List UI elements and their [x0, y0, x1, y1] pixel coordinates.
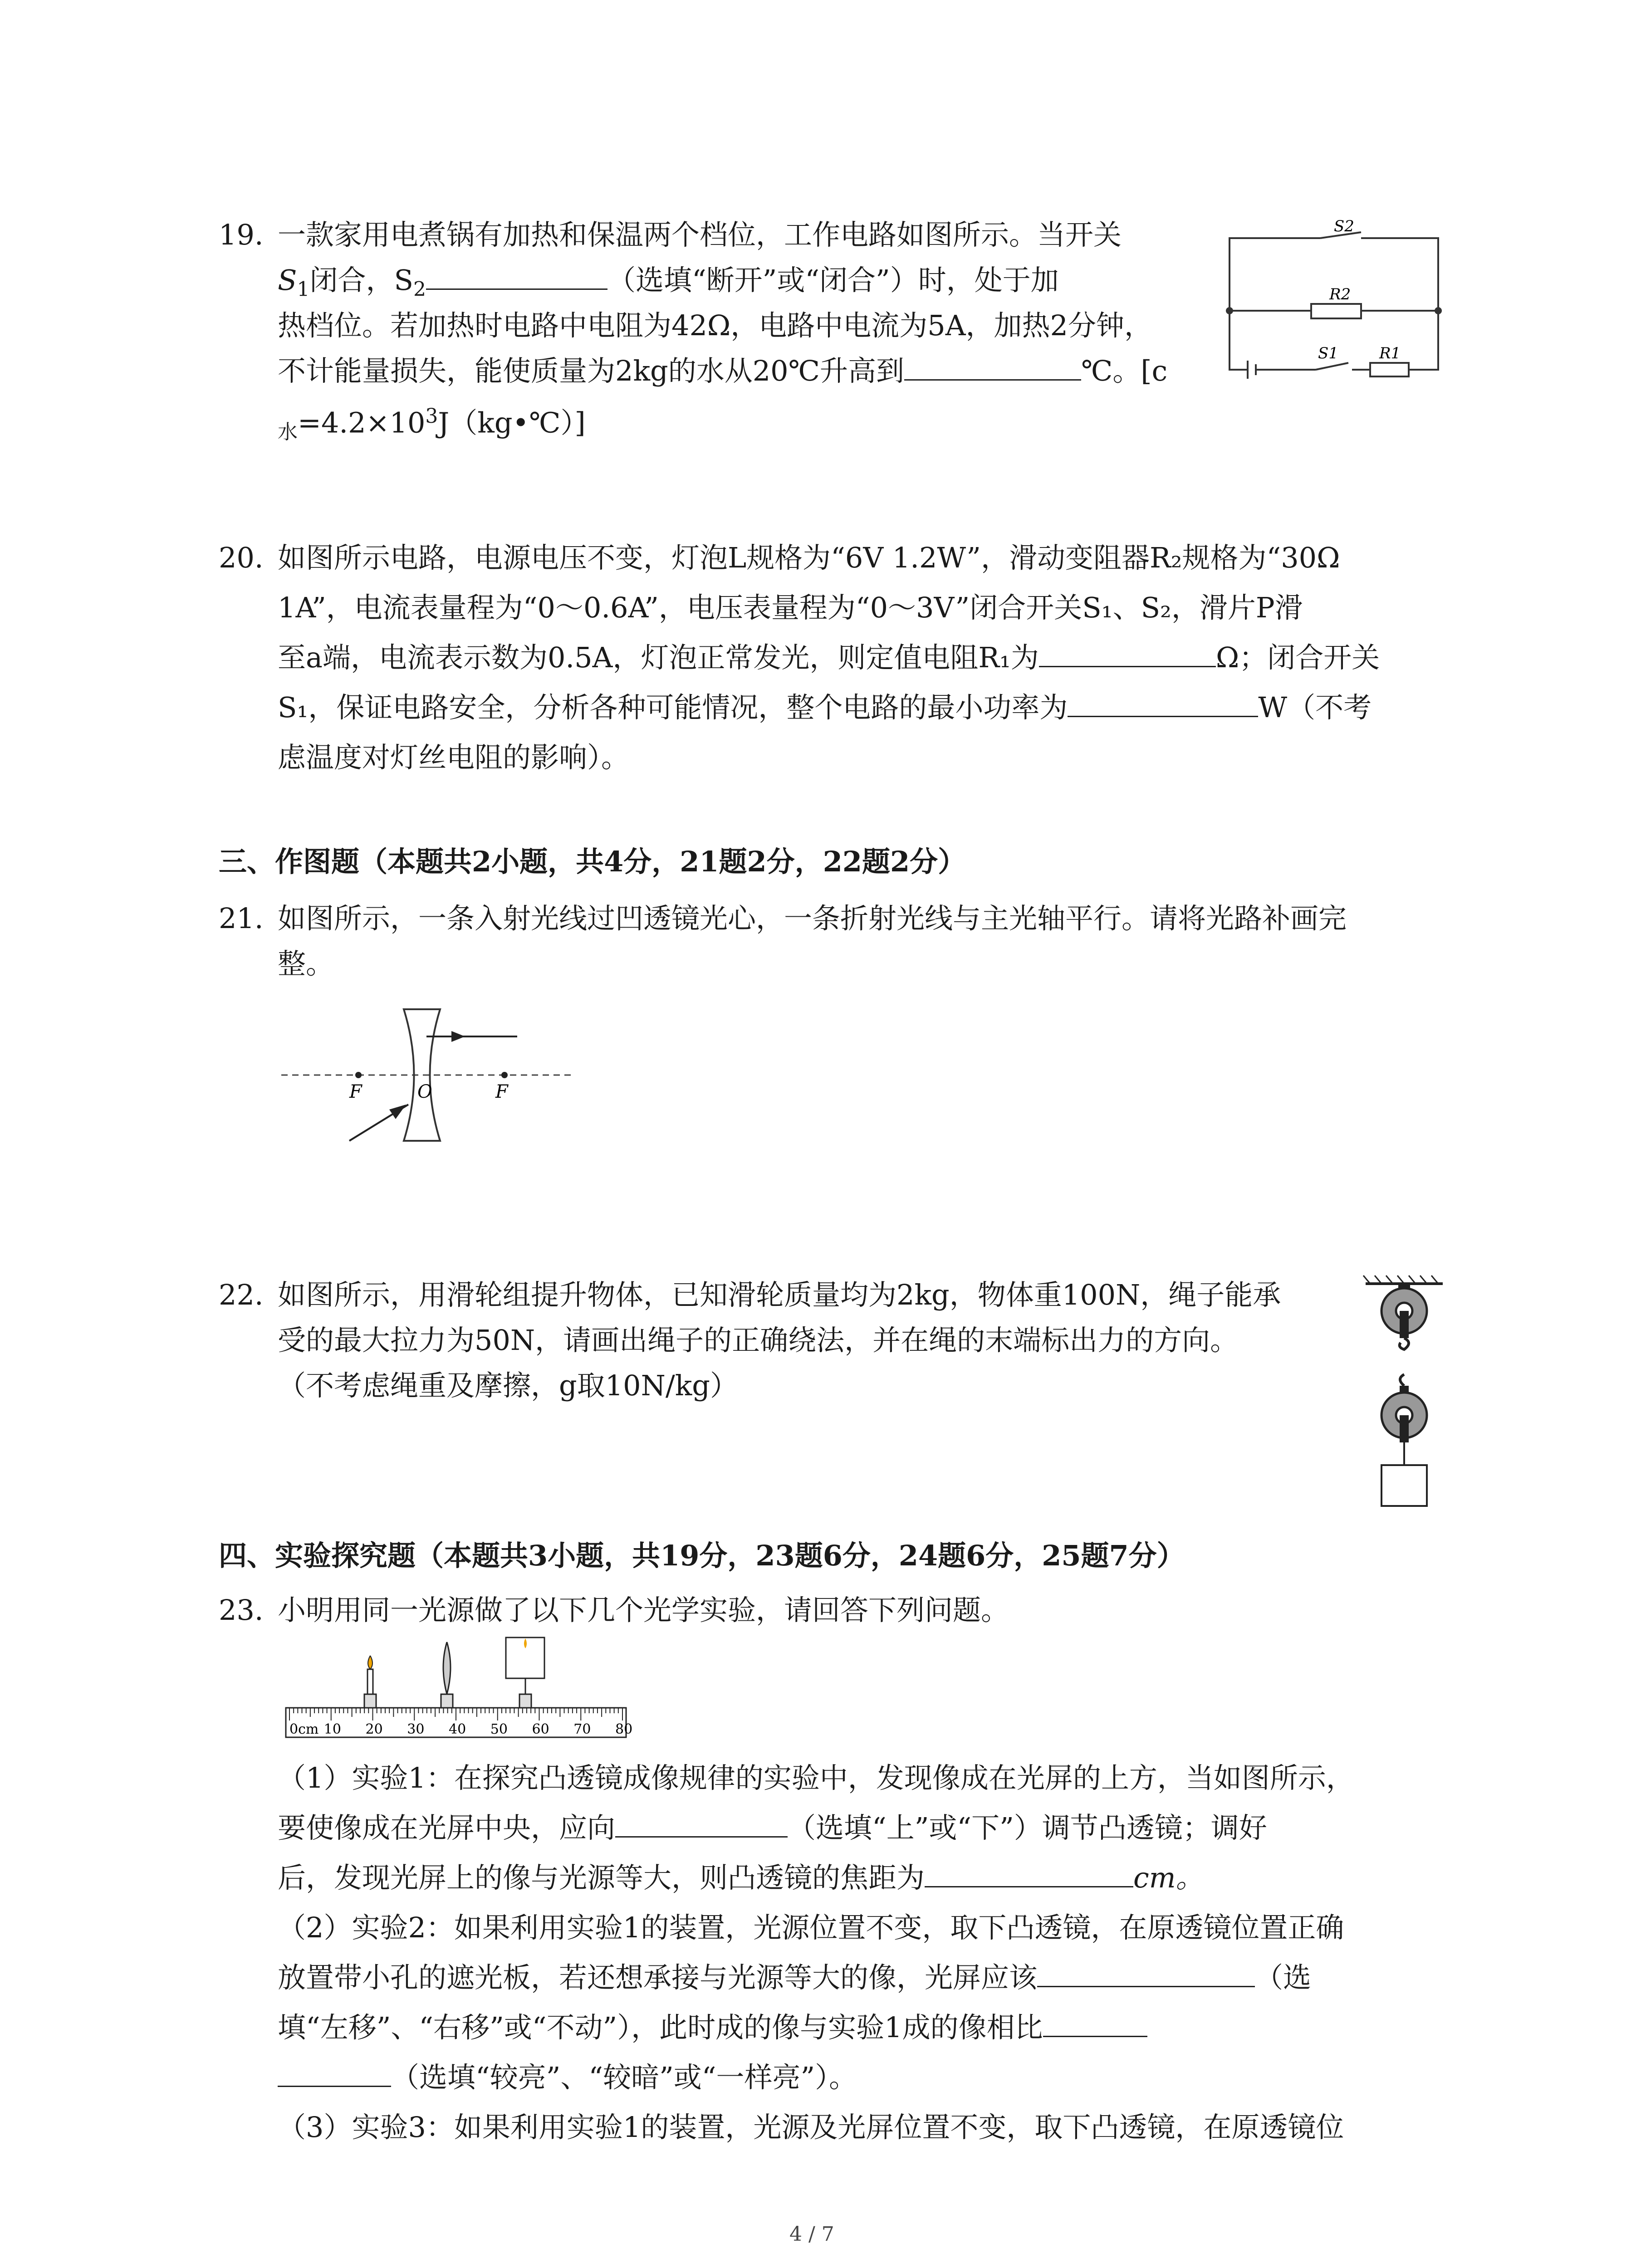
- q19-line5: $_水=4.2\times 10^3J(kg•℃)$]: [278, 405, 586, 444]
- ruler-label: 60: [532, 1721, 549, 1737]
- q23-part3-line1: （3）实验3：如果利用实验1的装置，光源及光屏位置不变，取下凸透镜，在原透镜位: [278, 2111, 1344, 2144]
- q23-blank-brightness-a[interactable]: [1043, 2009, 1147, 2037]
- q23-blank-brightness-b[interactable]: [278, 2059, 391, 2087]
- q19-label-r2: R2: [1329, 285, 1351, 303]
- q19-blank-temp[interactable]: [904, 353, 1081, 381]
- q20-line5: 虑温度对灯丝电阻的影响）。: [278, 741, 630, 774]
- q21-number: 21.: [219, 902, 264, 935]
- q22-line1: 如图所示，用滑轮组提升物体，已知滑轮质量均为2kg，物体重100N，绳子能承: [278, 1278, 1281, 1311]
- q21-label-f-right: F: [495, 1081, 508, 1102]
- q20-line4: S₁，保证电路安全，分析各种可能情况，整个电路的最小功率为 W（不考: [278, 689, 1372, 726]
- ruler-label: 40: [449, 1721, 466, 1737]
- q22-line3: （不考虑绳重及摩擦，g取10N/kg）: [278, 1369, 738, 1402]
- q20-line3: 至a端，电流表示数为0.5A，灯泡正常发光，则定值电阻R₁为 Ω；闭合开关: [278, 640, 1380, 676]
- q19-line4: 不计能量损失，能使质量为2kg的水从20℃升高到 ℃。[c: [278, 353, 1167, 389]
- section4-heading: 四、实验探究题（本题共3小题，共19分，23题6分，24题6分，25题7分）: [219, 1539, 1185, 1572]
- q22-line2: 受的最大拉力为50N，请画出绳子的正确绕法，并在绳的末端标出力的方向。: [278, 1324, 1239, 1357]
- q23-part1-line2: 要使像成在光屏中央，应向 （选填“上”或“下”）调节凸透镜；调好: [278, 1810, 1267, 1846]
- q19-line3: 热档位。若加热时电路中电阻为42Ω，电路中电流为5A，加热2分钟，: [278, 309, 1152, 342]
- q23-part2-line3: 填“左移”、“右移”或“不动”），此时成的像与实验1成的像相比: [278, 2009, 1147, 2046]
- q21-concave-lens-diagram: [272, 984, 590, 1166]
- q19-number: 19.: [219, 218, 264, 251]
- q20-number: 20.: [219, 541, 264, 574]
- q23-blank-screen-move[interactable]: [1037, 1960, 1255, 1987]
- ruler-label: 70: [573, 1721, 591, 1737]
- q23-intro: 小明用同一光源做了以下几个光学实验，请回答下列问题。: [278, 1593, 1009, 1627]
- q23-optical-bench-diagram: [277, 1628, 635, 1746]
- page-number: 4 / 7: [789, 2223, 834, 2246]
- q23-part1-line1: （1）实验1：在探究凸透镜成像规律的实验中，发现像成在光屏的上方，当如图所示，: [278, 1761, 1354, 1794]
- q19-blank-s2[interactable]: [426, 262, 607, 290]
- ruler-label: 50: [490, 1721, 508, 1737]
- q23-part2-line4: （选填“较亮”、“较暗”或“一样亮”）。: [278, 2059, 857, 2096]
- q23-blank-direction[interactable]: [615, 1810, 788, 1838]
- q20-line2: 1A”，电流表量程为“0～0.6A”，电压表量程为“0～3V”闭合开关S₁、S₂，滑片P滑: [278, 591, 1303, 624]
- q20-line1: 如图所示电路，电源电压不变，灯泡L规格为“6V 1.2W”，滑动变阻器R₂规格为“30Ω: [278, 541, 1340, 574]
- ruler-label: 30: [407, 1721, 425, 1737]
- ruler-label: 20: [365, 1721, 383, 1737]
- ruler-label: 10: [323, 1721, 341, 1737]
- q23-part2-line1: （2）实验2：如果利用实验1的装置，光源位置不变，取下凸透镜，在原透镜位置正确: [278, 1911, 1344, 1944]
- q22-number: 22.: [219, 1278, 264, 1311]
- q21-line1: 如图所示，一条入射光线过凹透镜光心，一条折射光线与主光轴平行。请将光路补画完: [278, 902, 1347, 935]
- q19-label-s2: S2: [1334, 217, 1354, 235]
- section3-heading: 三、作图题（本题共2小题，共4分，21题2分，22题2分）: [219, 845, 966, 878]
- q22-pulley-diagram: [1361, 1275, 1452, 1529]
- q19-line1: 一款家用电煮锅有加热和保温两个档位，工作电路如图所示。当开关: [278, 218, 1122, 251]
- q23-part2-line2: 放置带小孔的遮光板，若还想承接与光源等大的像，光屏应该 （选: [278, 1960, 1311, 1996]
- q19-circuit-diagram: [1216, 213, 1461, 390]
- q20-blank-power[interactable]: [1068, 689, 1258, 717]
- q23-blank-focal-length[interactable]: [925, 1860, 1133, 1887]
- ruler-label: 0cm: [289, 1721, 319, 1737]
- q23-number: 23.: [219, 1593, 264, 1627]
- q21-label-o: O: [417, 1081, 432, 1102]
- q19-label-r1: R1: [1379, 344, 1401, 362]
- q21-line2: 整。: [278, 947, 334, 980]
- ruler-label: 80: [615, 1721, 633, 1737]
- q20-blank-r1[interactable]: [1039, 640, 1216, 667]
- q19-label-s1: S1: [1318, 344, 1338, 362]
- q21-label-f-left: F: [349, 1081, 362, 1102]
- q19-line2: $S_1$闭合，$S_2$ （选填“断开”或“闭合”）时，处于加: [278, 262, 1059, 308]
- q23-part1-line3: 后，发现光屏上的像与光源等大，则凸透镜的焦距为 cm。: [278, 1860, 1204, 1896]
